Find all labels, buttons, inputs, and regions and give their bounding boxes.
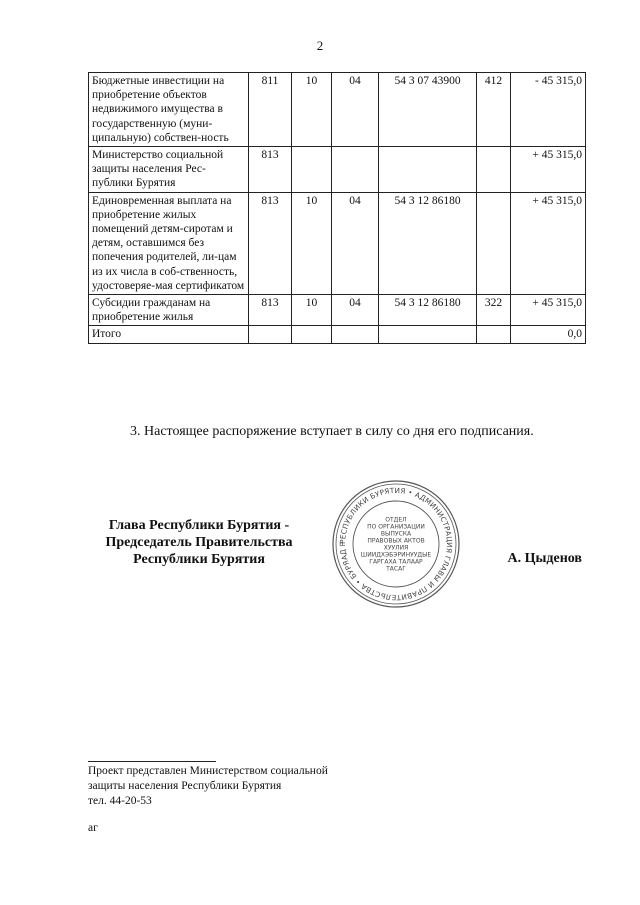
expense-type-code	[477, 147, 511, 193]
ministry-code	[249, 326, 292, 343]
target-code	[379, 147, 477, 193]
ministry-code: 813	[249, 192, 292, 294]
target-code: 54 3 12 86180	[379, 192, 477, 294]
table-row	[89, 73, 586, 147]
signatory-title-line: Республики Бурятия	[133, 552, 265, 567]
effective-clause: 3. Настоящее распоряжение вступает в силу со дня его подписания.	[130, 424, 534, 439]
row-name: Субсидии гражданам на приобретение жилья	[89, 295, 249, 326]
signatory-title-line: Председатель Правительства	[105, 535, 293, 550]
seal-stamp-image	[330, 478, 462, 610]
amount: + 45 315,0	[511, 295, 586, 326]
footnote-line: Проект представлен Министерством социальной	[88, 765, 328, 777]
signatory-title-line: Глава Республики Бурятия -	[108, 518, 290, 533]
section-code	[292, 147, 332, 193]
footnote-phone: тел. 44-20-53	[88, 795, 152, 807]
seal-center-line: ШИИДХЭБЭРИНУУДЫЕ	[360, 551, 432, 559]
expense-type-code: 322	[477, 295, 511, 326]
seal-center-line: ОТДЕЛ	[385, 516, 407, 524]
expense-type-code	[477, 192, 511, 294]
ministry-code: 811	[249, 73, 292, 147]
row-name: Единовременная выплата на приобретение жилых помещений детям-сиротам и детям, оставшимся без попечения родителей, ли-цам из их числа в соб-ственность, удостоверяе-мая сертификатом	[89, 192, 249, 294]
seal-center-line: ГАРГАХА ТАЛААР	[369, 558, 423, 566]
budget-table	[88, 72, 586, 344]
target-code: 54 3 12 86180	[379, 295, 477, 326]
target-code: 54 3 07 43900	[379, 73, 477, 147]
section-code: 10	[292, 73, 332, 147]
target-code	[379, 326, 477, 343]
ministry-code: 813	[249, 295, 292, 326]
table-row	[89, 147, 586, 193]
footnote	[88, 764, 408, 809]
subsection-code: 04	[332, 192, 379, 294]
subsection-code	[332, 326, 379, 343]
total-amount: 0,0	[511, 326, 586, 343]
amount: + 45 315,0	[511, 147, 586, 193]
executor-initials: аг	[88, 822, 98, 834]
seal-center-line: ХУУЛИЯ	[383, 544, 409, 552]
section-code: 10	[292, 192, 332, 294]
signatory-title	[88, 517, 310, 568]
footnote-divider	[88, 761, 216, 762]
expense-type-code	[477, 326, 511, 343]
subsection-code: 04	[332, 73, 379, 147]
signatory-name: А. Цыденов	[507, 551, 582, 566]
page-number: 2	[316, 38, 324, 53]
seal-center-line: ПО ОРГАНИЗАЦИИ	[367, 523, 425, 531]
row-name: Итого	[89, 326, 249, 343]
table-row	[89, 295, 586, 326]
amount: + 45 315,0	[511, 192, 586, 294]
section-code	[292, 326, 332, 343]
official-seal	[330, 478, 462, 610]
seal-center-text	[361, 517, 432, 573]
seal-center-line: ТАСАГ	[386, 565, 406, 573]
expense-type-code: 412	[477, 73, 511, 147]
amount: - 45 315,0	[511, 73, 586, 147]
row-name: Бюджетные инвестиции на приобретение объектов недвижимого имущества в государственную (муни-ципальную) собствен-ность	[89, 73, 249, 147]
table-row-total	[89, 326, 586, 343]
table-row	[89, 192, 586, 294]
seal-center-line: ПРАВОВЫХ АКТОВ	[367, 537, 425, 545]
subsection-code: 04	[332, 295, 379, 326]
seal-ring-text: РЕСПУБЛИКИ БУРЯТИЯ • АДМИНИСТРАЦИЯ ГЛАВЫ И ПРАВИТЕЛЬСТВА • БУРЯАД Р	[337, 485, 455, 603]
row-name: Министерство социальной защиты населения Рес-публики Бурятия	[89, 147, 249, 193]
footnote-line: защиты населения Республики Бурятия	[88, 780, 282, 792]
subsection-code	[332, 147, 379, 193]
ministry-code: 813	[249, 147, 292, 193]
section-code: 10	[292, 295, 332, 326]
seal-center-line: ВЫПУСКА	[380, 530, 412, 538]
